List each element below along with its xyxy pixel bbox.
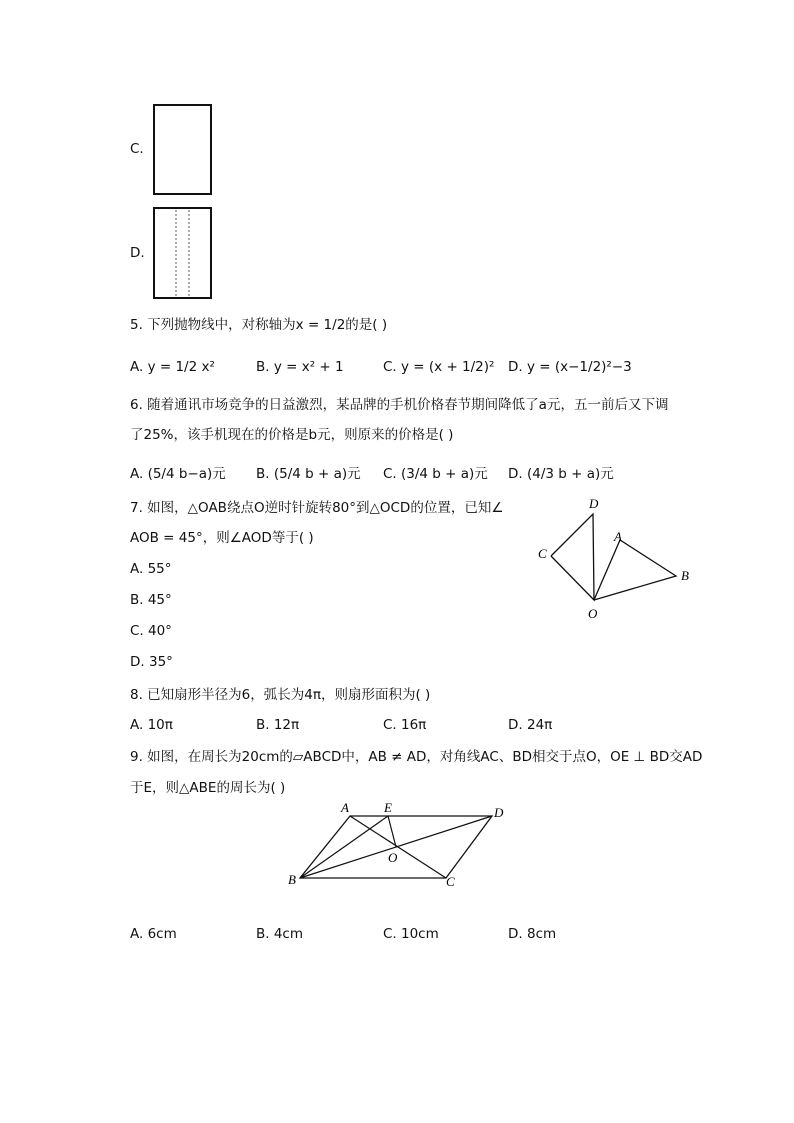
label-b: B — [288, 872, 296, 887]
q9-option-c[interactable]: C. 10cm — [383, 926, 439, 942]
option-c-rectangle — [154, 105, 211, 194]
segment-oe — [388, 816, 396, 847]
q9-stem-line2: 于E，则△ABE的周长为( ) — [130, 780, 286, 796]
label-e: E — [384, 800, 392, 815]
q6-option-a[interactable]: A. (5/4 b−a)元 — [130, 466, 226, 482]
q5-option-b[interactable]: B. y = x² + 1 — [256, 359, 344, 375]
q8-option-c[interactable]: C. 16π — [383, 717, 427, 733]
q9-parallelogram-figure — [280, 798, 510, 893]
q9-option-d[interactable]: D. 8cm — [508, 926, 557, 942]
q6-option-c[interactable]: C. (3/4 b + a)元 — [383, 466, 488, 482]
q9-option-a[interactable]: A. 6cm — [130, 926, 177, 942]
q6-option-d[interactable]: D. (4/3 b + a)元 — [508, 466, 614, 482]
option-d-label: D. — [130, 245, 145, 261]
q7-option-b[interactable]: B. 45° — [130, 592, 172, 608]
q8-option-d[interactable]: D. 24π — [508, 717, 553, 733]
q9-option-b[interactable]: B. 4cm — [256, 926, 304, 942]
label-o: O — [588, 606, 598, 621]
q5-stem: 5. 下列抛物线中，对称轴为x = 1/2的是( ) — [130, 317, 388, 333]
q7-option-d[interactable]: D. 35° — [130, 654, 173, 670]
q6-stem-line1: 6. 随着通讯市场竞争的日益激烈，某品牌的手机价格春节期间降低了a元，五一前后又下调 — [130, 397, 669, 413]
q5-option-a[interactable]: A. y = 1/2 x² — [130, 359, 215, 375]
diagonal-ac — [350, 816, 446, 878]
q7-stem-line2: AOB = 45°，则∠AOD等于( ) — [130, 530, 314, 546]
label-o: O — [388, 850, 398, 865]
label-a: A — [341, 800, 349, 815]
q7-option-c[interactable]: C. 40° — [130, 623, 172, 639]
q8-option-a[interactable]: A. 10π — [130, 717, 173, 733]
triangle-ocd — [551, 514, 594, 600]
triangle-oab — [594, 540, 676, 600]
q8-stem: 8. 已知扇形半径为6，弧长为4π，则扇形面积为( ) — [130, 687, 431, 703]
label-a: A — [614, 529, 622, 544]
q7-rotation-figure — [530, 494, 700, 624]
q5-option-d[interactable]: D. y = (x−1/2)²−3 — [508, 359, 632, 375]
q8-option-b[interactable]: B. 12π — [256, 717, 300, 733]
q7-stem-line1: 7. 如图，△OAB绕点O逆时针旋转80°到△OCD的位置，已知∠ — [130, 500, 504, 516]
label-c: C — [538, 546, 547, 561]
q9-stem-line1: 9. 如图，在周长为20cm的▱ABCD中，AB ≠ AD，对角线AC、BD相交于点O，OE ⊥ BD交AD — [130, 749, 703, 765]
q6-option-b[interactable]: B. (5/4 b + a)元 — [256, 466, 361, 482]
q5-option-c[interactable]: C. y = (x + 1/2)² — [383, 359, 495, 375]
option-c-label: C. — [130, 141, 144, 157]
option-d-rectangle — [154, 208, 211, 298]
label-d: D — [589, 496, 599, 511]
option-c-figure — [152, 103, 214, 197]
segment-be — [300, 816, 388, 878]
label-b: B — [681, 568, 689, 583]
q6-stem-line2: 了25%，该手机现在的价格是b元，则原来的价格是( ) — [130, 427, 454, 443]
label-d: D — [494, 805, 504, 820]
option-d-figure — [152, 206, 214, 301]
q7-option-a[interactable]: A. 55° — [130, 561, 172, 577]
label-c: C — [446, 874, 455, 889]
